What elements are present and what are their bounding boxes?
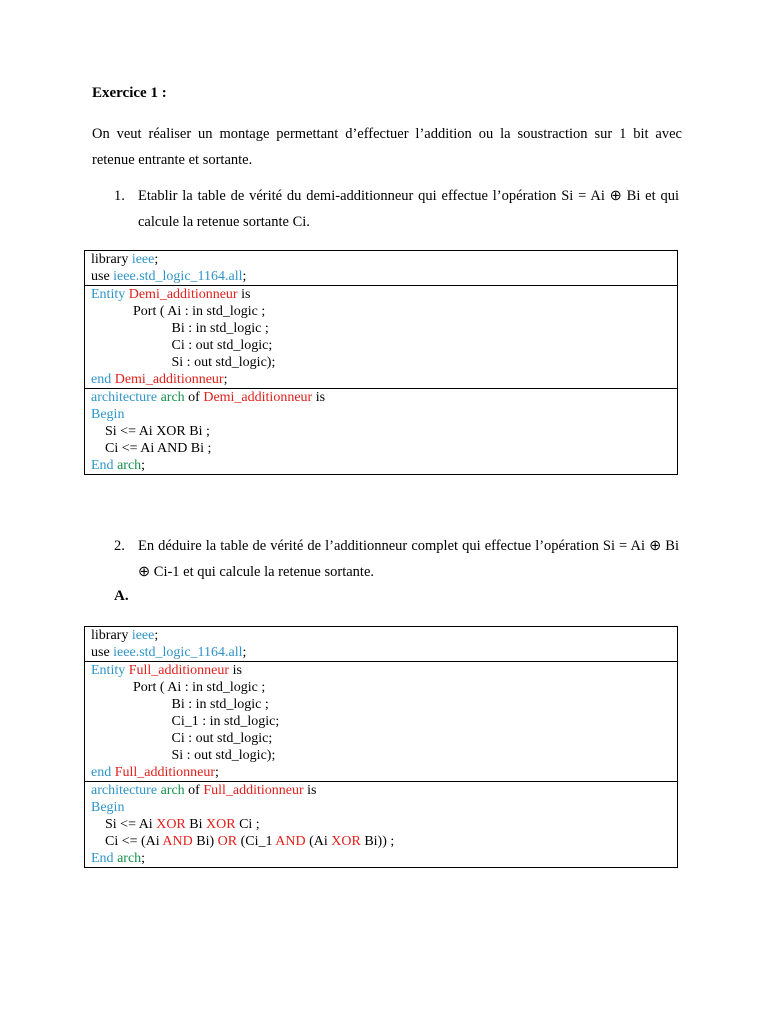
- code-token: XOR: [206, 817, 236, 832]
- code-token: is: [312, 390, 326, 405]
- code-line: [91, 268, 671, 285]
- list-item-2: [114, 533, 679, 585]
- code-token: is: [303, 783, 317, 798]
- code-line: [91, 406, 671, 423]
- code-line: [91, 730, 671, 747]
- code-token: Demi_additionneur: [114, 372, 224, 387]
- code-token: Bi)) ;: [360, 834, 395, 849]
- code-line: [91, 696, 671, 713]
- code-token: ieee.std_logic_1164.all: [113, 269, 243, 284]
- code-token: AND: [275, 834, 306, 849]
- code-token: library: [91, 628, 132, 643]
- code-line: [91, 627, 671, 644]
- code-token: library: [91, 252, 132, 267]
- code-line: [91, 440, 671, 457]
- code-token: ;: [141, 458, 146, 473]
- code-line: [91, 850, 671, 867]
- code-token: ;: [242, 269, 247, 284]
- code-token: Ci <= (Ai: [91, 834, 163, 849]
- code-token: arch: [160, 390, 185, 405]
- code-line: [91, 389, 671, 406]
- code-token: ;: [154, 252, 159, 267]
- code-token: Begin: [91, 800, 125, 815]
- code-token: Entity: [91, 663, 129, 678]
- code-line: [91, 303, 671, 320]
- list-number: 1.: [114, 188, 125, 204]
- code-token: Ci ;: [235, 817, 260, 832]
- code-line: [91, 457, 671, 474]
- code-line: [91, 337, 671, 354]
- code-line: [91, 662, 671, 679]
- code-token: Port ( Ai : in std_logic ;: [91, 304, 266, 319]
- code-token: Ci : out std_logic;: [91, 731, 273, 746]
- code-token: ieee: [131, 252, 155, 267]
- code-token: architecture: [91, 783, 161, 798]
- code-token: ;: [223, 372, 228, 387]
- list-item-1: [114, 183, 679, 235]
- code-token: arch: [160, 783, 185, 798]
- code-token: end: [91, 372, 115, 387]
- code-line: [91, 833, 671, 850]
- code-line: [91, 286, 671, 303]
- code-token: OR: [217, 834, 238, 849]
- code-token: Bi: [185, 817, 206, 832]
- code-line: [91, 713, 671, 730]
- code-section: [85, 627, 677, 661]
- code-token: Begin: [91, 407, 125, 422]
- exercise-title: Exercice 1 :: [92, 85, 167, 101]
- code-section: [85, 285, 677, 388]
- code-line: [91, 251, 671, 268]
- code-token: Demi_additionneur: [203, 390, 313, 405]
- code-token: (Ai: [305, 834, 332, 849]
- code-token: use: [91, 269, 114, 284]
- code-section: [85, 388, 677, 474]
- code-block-full-additionneur: [84, 626, 678, 868]
- code-section: [85, 661, 677, 781]
- list-text: En déduire la table de vérité de l’additionneur complet qui effectue l’opération Si = Ai ⊕ Bi ⊕ Ci-1 et qui calcule la retenue sortante.: [138, 538, 679, 580]
- code-token: end: [91, 765, 115, 780]
- code-token: Ci <= Ai AND Bi ;: [91, 441, 212, 456]
- code-token: Ci : out std_logic;: [91, 338, 273, 353]
- code-token: Si : out std_logic);: [91, 355, 276, 370]
- code-token: Full_additionneur: [203, 783, 304, 798]
- list-number: 2.: [114, 538, 125, 554]
- code-token: End: [91, 458, 118, 473]
- code-token: ieee: [131, 628, 155, 643]
- code-token: is: [237, 287, 251, 302]
- code-token: Ci_1 : in std_logic;: [91, 714, 280, 729]
- code-token: ;: [215, 765, 219, 780]
- list-text: Etablir la table de vérité du demi-additionneur qui effectue l’opération Si = Ai ⊕ Bi et qui calcule la retenue sortante Ci.: [138, 188, 679, 230]
- code-token: Full_additionneur: [128, 663, 230, 678]
- code-line: [91, 644, 671, 661]
- code-token: is: [229, 663, 242, 678]
- code-token: Si : out std_logic);: [91, 748, 276, 763]
- code-token: Bi : in std_logic ;: [91, 321, 269, 336]
- code-line: [91, 782, 671, 799]
- code-token: architecture: [91, 390, 161, 405]
- code-token: Full_additionneur: [114, 765, 216, 780]
- label-a: A.: [114, 588, 129, 604]
- code-token: AND: [162, 834, 193, 849]
- code-line: [91, 747, 671, 764]
- code-block-demi-additionneur: [84, 250, 678, 475]
- code-token: (Ci_1: [237, 834, 276, 849]
- code-token: Demi_additionneur: [128, 287, 238, 302]
- code-token: ;: [141, 851, 146, 866]
- code-token: ;: [154, 628, 159, 643]
- code-line: [91, 799, 671, 816]
- code-token: End: [91, 851, 118, 866]
- code-line: [91, 764, 671, 781]
- code-token: arch: [117, 458, 142, 473]
- code-line: [91, 679, 671, 696]
- code-token: Si <= Ai: [91, 817, 157, 832]
- code-token: ieee.std_logic_1164.all: [113, 645, 243, 660]
- code-token: arch: [117, 851, 142, 866]
- code-token: use: [91, 645, 114, 660]
- code-line: [91, 354, 671, 371]
- code-token: of: [184, 783, 204, 798]
- code-token: Bi): [192, 834, 218, 849]
- intro-paragraph: On veut réaliser un montage permettant d’effectuer l’addition ou la soustraction sur 1 bit avec retenue entrante et sortante.: [92, 126, 682, 168]
- code-token: Entity: [91, 287, 129, 302]
- code-section: [85, 251, 677, 285]
- code-line: [91, 816, 671, 833]
- code-token: ;: [242, 645, 247, 660]
- code-line: [91, 320, 671, 337]
- code-line: [91, 371, 671, 388]
- code-token: Bi : in std_logic ;: [91, 697, 269, 712]
- code-token: Port ( Ai : in std_logic ;: [91, 680, 266, 695]
- code-token: XOR: [331, 834, 361, 849]
- code-token: XOR: [156, 817, 186, 832]
- code-token: Si <= Ai XOR Bi ;: [91, 424, 210, 439]
- code-line: [91, 423, 671, 440]
- code-section: [85, 781, 677, 867]
- code-token: of: [184, 390, 204, 405]
